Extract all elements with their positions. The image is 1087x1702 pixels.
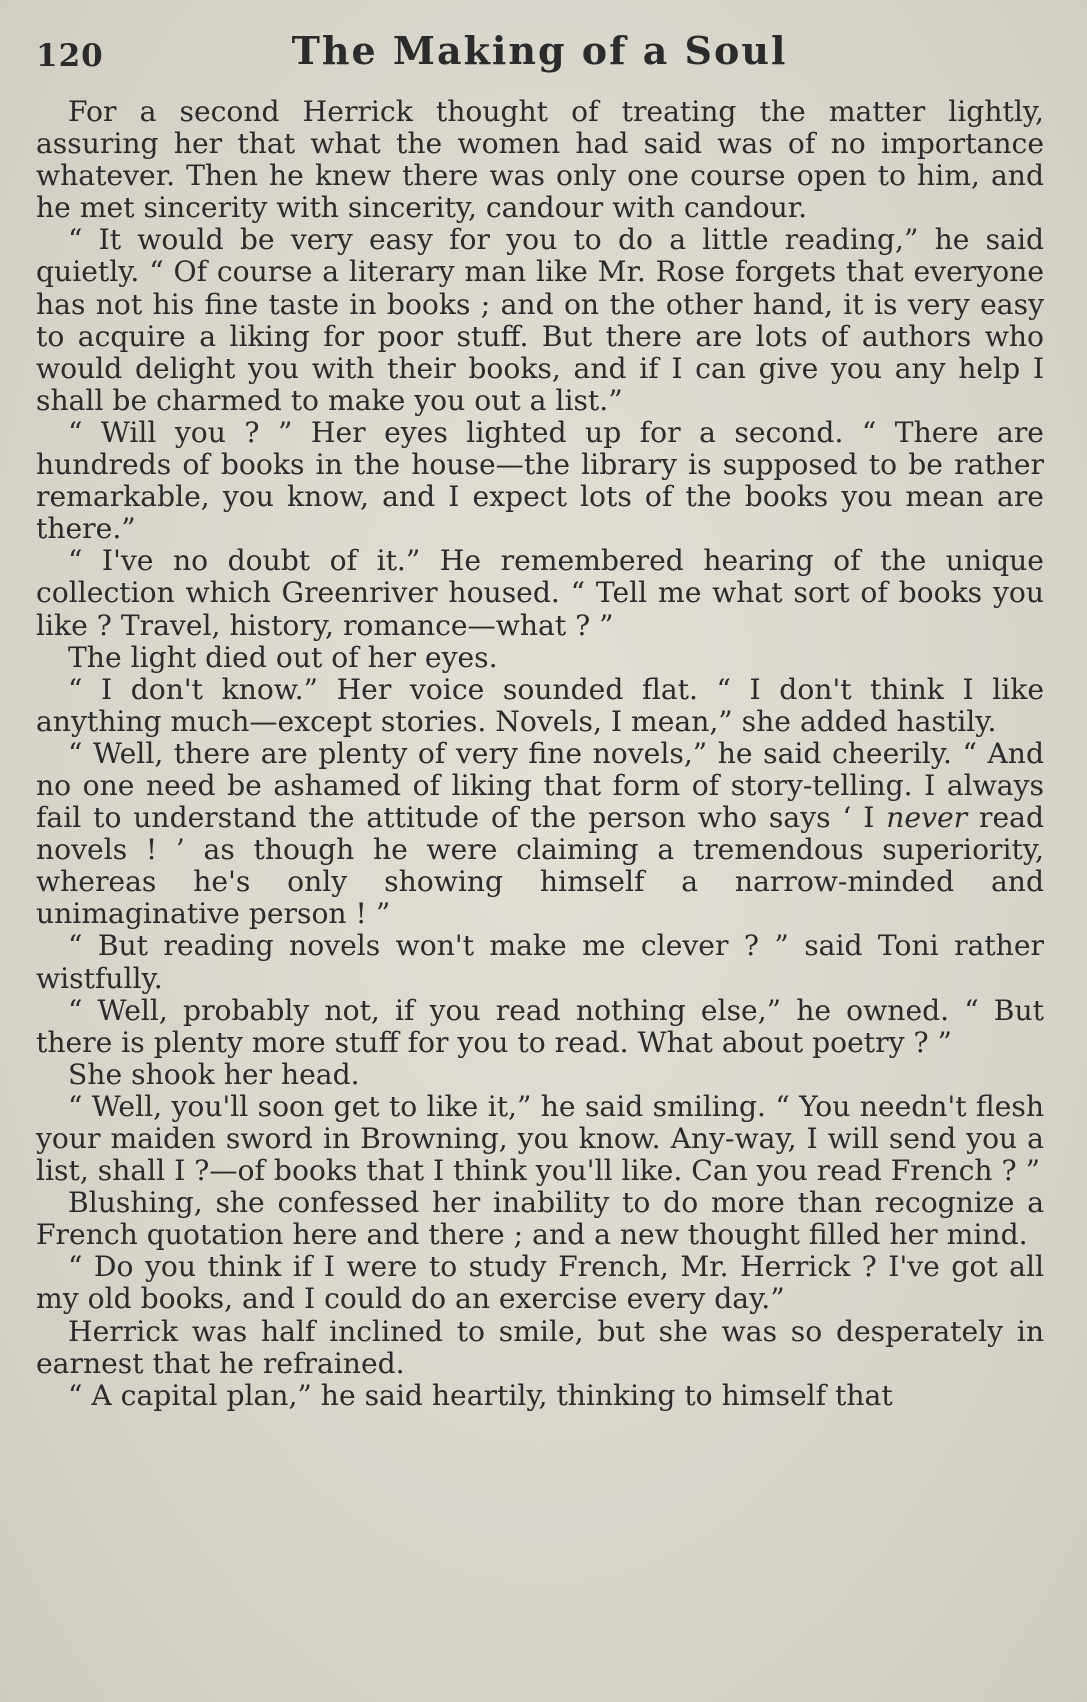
paragraph: “ It would be very easy for you to do a little reading,” he said quietly. “ Of course a literary man like Mr. Rose forgets that everyone has not his fine taste in books ; and on the other hand, it is very easy to acquire a liking for poor stuff. But there are lots of authors who would delight you with their books, and if I can give you any help I shall be charmed to make you out a list.” — [36, 223, 1044, 417]
body-text — [36, 96, 1044, 1412]
running-title: The Making of a Soul — [291, 28, 788, 73]
paragraph: “ Well, probably not, if you read nothing else,” he owned. “ But there is plenty more stuff for you to read. What about poetry ? ” — [36, 993, 1044, 1059]
paragraph: The light died out of her eyes. — [68, 640, 498, 674]
paragraph: “ Do you think if I were to study French, Mr. Herrick ? I've got all my old books, and I could do an exercise every day.” — [36, 1250, 1044, 1316]
page-header — [36, 28, 1043, 88]
paragraph: “ Will you ? ” Her eyes lighted up for a second. “ There are hundreds of books in the house—the library is supposed to be rather remarkable, you know, and I expect lots of the books you mean are there.” — [36, 415, 1044, 546]
paragraph: She shook her head. — [68, 1057, 360, 1091]
paragraph: “ But reading novels won't make me clever ? ” said Toni rather wistfully. — [36, 929, 1044, 995]
paragraph: “ A capital plan,” he said heartily, thinking to himself that — [68, 1378, 893, 1412]
page-number: 120 — [36, 38, 104, 74]
paragraph: “ I don't know.” Her voice sounded flat. “ I don't think I like anything much—except stories. Novels, I mean,” she added hastily. — [36, 672, 1044, 738]
emphasis: never — [886, 801, 968, 835]
paragraph: Herrick was half inclined to smile, but she was so desperately in earnest that he refrained. — [36, 1314, 1044, 1380]
paragraph: For a second Herrick thought of treating the matter lightly, assuring her that what the women had said was of no importance whatever. Then he knew there was only one course open to him, and he met sincerity with sincerity, candour with candour. — [36, 95, 1044, 225]
paragraph: “ Well, there are plenty of very fine novels,” he said cheerily. “ And no one need be ashamed of liking that form of story-telling. I always fail to understand the attitude of the person who says ‘ I never read novels ! ’ as though he were claiming a tremendous superiority, whereas he's only showing himself a narrow-minded and unimaginative person ! ” — [36, 736, 1045, 931]
paragraph: “ Well, you'll soon get to like it,” he said smiling. “ You needn't flesh your maiden sword in Browning, you know. Any-way, I will send you a list, shall I ?—of books that I think you'll like. Can you read French ? ” — [36, 1089, 1044, 1188]
paragraph: Blushing, she confessed her inability to do more than recognize a French quotation here and there ; and a new thought filled her mind. — [36, 1186, 1044, 1252]
paragraph: “ I've no doubt of it.” He remembered hearing of the unique collection which Greenriver housed. “ Tell me what sort of books you like ? Travel, history, romance—what ? ” — [36, 544, 1044, 642]
